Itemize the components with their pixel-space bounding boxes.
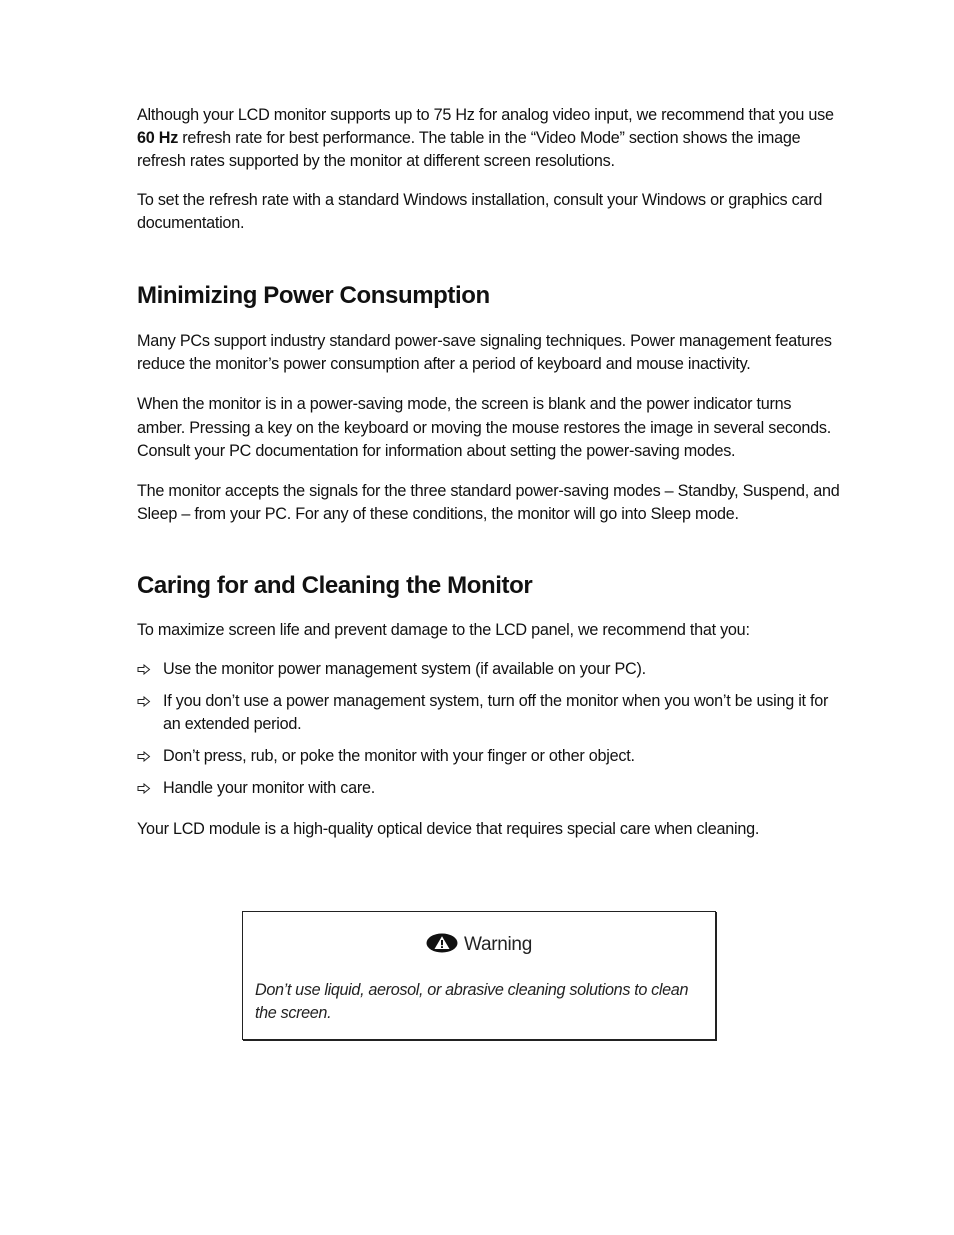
list-item — [137, 690, 843, 736]
warning-box — [242, 911, 716, 1040]
care-intro-paragraph: To maximize screen life and prevent damage to the LCD panel, we recommend that you: — [137, 621, 750, 640]
list-item — [137, 777, 843, 800]
care-closing-paragraph: Your LCD module is a high-quality optical device that requires special care when cleaning. — [137, 819, 760, 838]
care-section-heading: Caring for and Cleaning the Monitor — [137, 572, 533, 600]
warning-title: Warning — [464, 934, 532, 955]
care-bullet-list — [137, 658, 843, 801]
refresh-rate-bold: 60 Hz — [137, 129, 179, 148]
list-item-text: If you don’t use a power management system, turn off the monitor when you won’t be using it for an extended period. — [163, 691, 829, 734]
hollow-arrow-icon — [137, 696, 151, 707]
document-page — [137, 104, 843, 841]
list-item — [137, 658, 843, 681]
warning-text: Don’t use liquid, aerosol, or abrasive cleaning solutions to clean the screen. — [255, 981, 689, 1023]
hollow-arrow-icon — [137, 783, 151, 794]
warning-header — [243, 932, 715, 958]
list-item-text: Handle your monitor with care. — [163, 779, 376, 798]
power-section-heading: Minimizing Power Consumption — [137, 282, 490, 310]
intro-text-end: refresh rate for best performance. The table in the “Video Mode” section shows the image refresh rates supported by the monitor at different screen resolutions. — [137, 129, 801, 171]
intro-paragraph-1 — [137, 104, 843, 174]
hollow-arrow-icon — [137, 751, 151, 762]
power-paragraph-2: When the monitor is in a power-saving mode, the screen is blank and the power indicator turns amber. Pressing a key on the keyboard or moving the mouse restores the image in several seconds. Consult your PC documentation for information about setting the power-saving modes. — [137, 395, 832, 460]
list-item — [137, 745, 843, 768]
power-paragraph-1: Many PCs support industry standard power-save signaling techniques. Power management features reduce the monitor’s power consumption after a period of keyboard and mouse inactivity. — [137, 332, 832, 374]
power-paragraph-3: The monitor accepts the signals for the three standard power-saving modes – Standby, Suspend, and Sleep – from your PC. For any of these conditions, the monitor will go into Sleep mode. — [137, 482, 840, 524]
warning-triangle-icon — [426, 933, 458, 953]
list-item-text: Use the monitor power management system (if available on your PC). — [163, 659, 646, 678]
hollow-arrow-icon — [137, 664, 151, 675]
intro-text-start: Although your LCD monitor supports up to 75 Hz for analog video input, we recommend that you use — [137, 106, 834, 124]
list-item-text: Don’t press, rub, or poke the monitor with your finger or other object. — [163, 747, 635, 766]
intro-paragraph-2: To set the refresh rate with a standard Windows installation, consult your Windows or graphics card documentation. — [137, 190, 823, 232]
